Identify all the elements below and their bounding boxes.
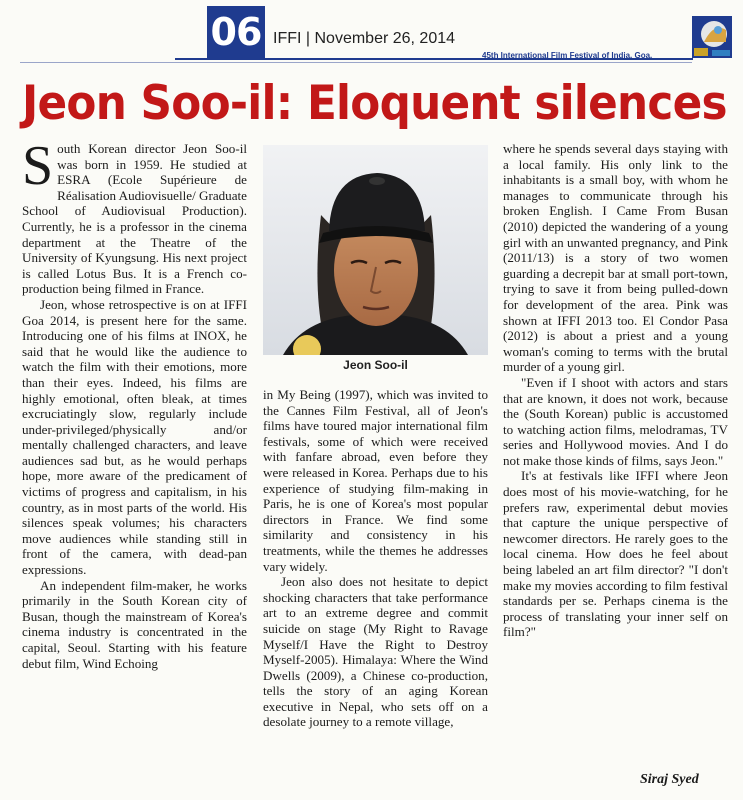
article-headline: Jeon Soo-il: Eloquent silences: [22, 76, 727, 131]
article-column-2: [263, 387, 488, 730]
publication-date: IFFI | November 26, 2014: [273, 30, 456, 47]
photo-caption: Jeon Soo-il: [343, 358, 408, 372]
paragraph: It's at festivals like IFFI where Jeon does most of his movie-watching, for he prefers raw, experimental debut movies that capture the unique perspective of newcomer directors. He rarely goes to the local cinema. How does he feel about being labeled an art film director? "I don't make my movies according to film festival standards per se. Perhaps cinema is the process of translating your inner self on film?": [503, 468, 728, 640]
festival-name: 45th International Film Festival of India, Goa.: [482, 51, 653, 60]
author-byline: Siraj Syed: [640, 772, 699, 787]
paragraph: where he spends several days staying with a local family. His only link to the inhabitants is a small boy, with whom he manages to communicate through his broken English. I Came From Busan (2010) depicted the wandering of a young girl with an unwanted pregnancy, and Pink (2011/13) is a story of two women guarding a decrepit bar at small port-town, trying to save it from being pulled-down for development of the area. Pink was shown at IFFI 2013 too. El Condor Pasa (2012) is about a priest and a young woman's coming to terms with the brutal murder of a young girl.: [503, 141, 728, 375]
paragraph-text: outh Korean director Jeon Soo-il was born in 1959. He studied at ESRA (Ecole Supérieure de Réalisation Audiovisuelle/ Graduate School of Audiovisual Production). Currently, he is a professor in the cinema department at the Theatre of the University of Kyungsung. His next project is called Lotus Bus. It is a French co-production being filmed in France.: [22, 141, 247, 297]
paragraph: Jeon also does not hesitate to depict shocking characters that take performance art to an extreme degree and commit suicide on stage (My Right to Ravage Myself/I Have the Right to Destroy Myself-2005). Himalaya: Where the Wind Dwells (2009), a Chinese co-production, tells the story of an aging Korean executive in Nepal, who sets off on a desolate journey to a remote village,: [263, 574, 488, 730]
paragraph: An independent film-maker, he works primarily in the South Korean city of Busan, though the mainstream of Korea's cinema industry is concentrated in the capital, Seoul. Starting with his feature debut film, Wind Echoing: [22, 577, 247, 671]
paragraph: [22, 135, 247, 297]
director-photo: [263, 145, 488, 355]
issue-number-badge: 06: [207, 6, 265, 58]
header-divider-thin: [20, 62, 692, 63]
paragraph: in My Being (1997), which was invited to the Cannes Film Festival, all of Jeon's films have toured major international film festivals, some of which were received with fanfare abroad, even before they were released in Korea. Perhaps due to his experience of studying film-making in Paris, he is one of Korea's most popular directors in France. We find some similarity and consistency in his treatments, while the themes he addresses vary widely.: [263, 387, 488, 574]
article-column-1: [22, 135, 247, 671]
paragraph: Jeon, whose retrospective is on at IFFI Goa 2014, is present here for the same. Introducing one of his films at INOX, he said that he would like the audience to watch the film with their emotions, more than their eyes. Indeed, his films are highly emotional, often bleak, at times excruciatingly slow, regularly include under-privileged/physically and/or mentally challenged characters, and leave audiences sad but, as he would perhaps hope, more aware of the predicament of victims of progress and capitalism, in his country, as in most parts of the world. His silences speak volumes; his characters move audiences while standing still in front of the camera, with dead-pan expressions.: [22, 296, 247, 578]
paragraph: "Even if I shoot with actors and stars that are known, it does not work, because the (South Korean) public is accustomed to watching action films, melodramas, TV series and Hollywood movies. And I do not make those kinds of films, says Jeon.": [503, 374, 728, 468]
article-column-3: [503, 141, 728, 640]
drop-cap: S: [22, 135, 54, 197]
festival-logo-icon: [690, 12, 734, 62]
